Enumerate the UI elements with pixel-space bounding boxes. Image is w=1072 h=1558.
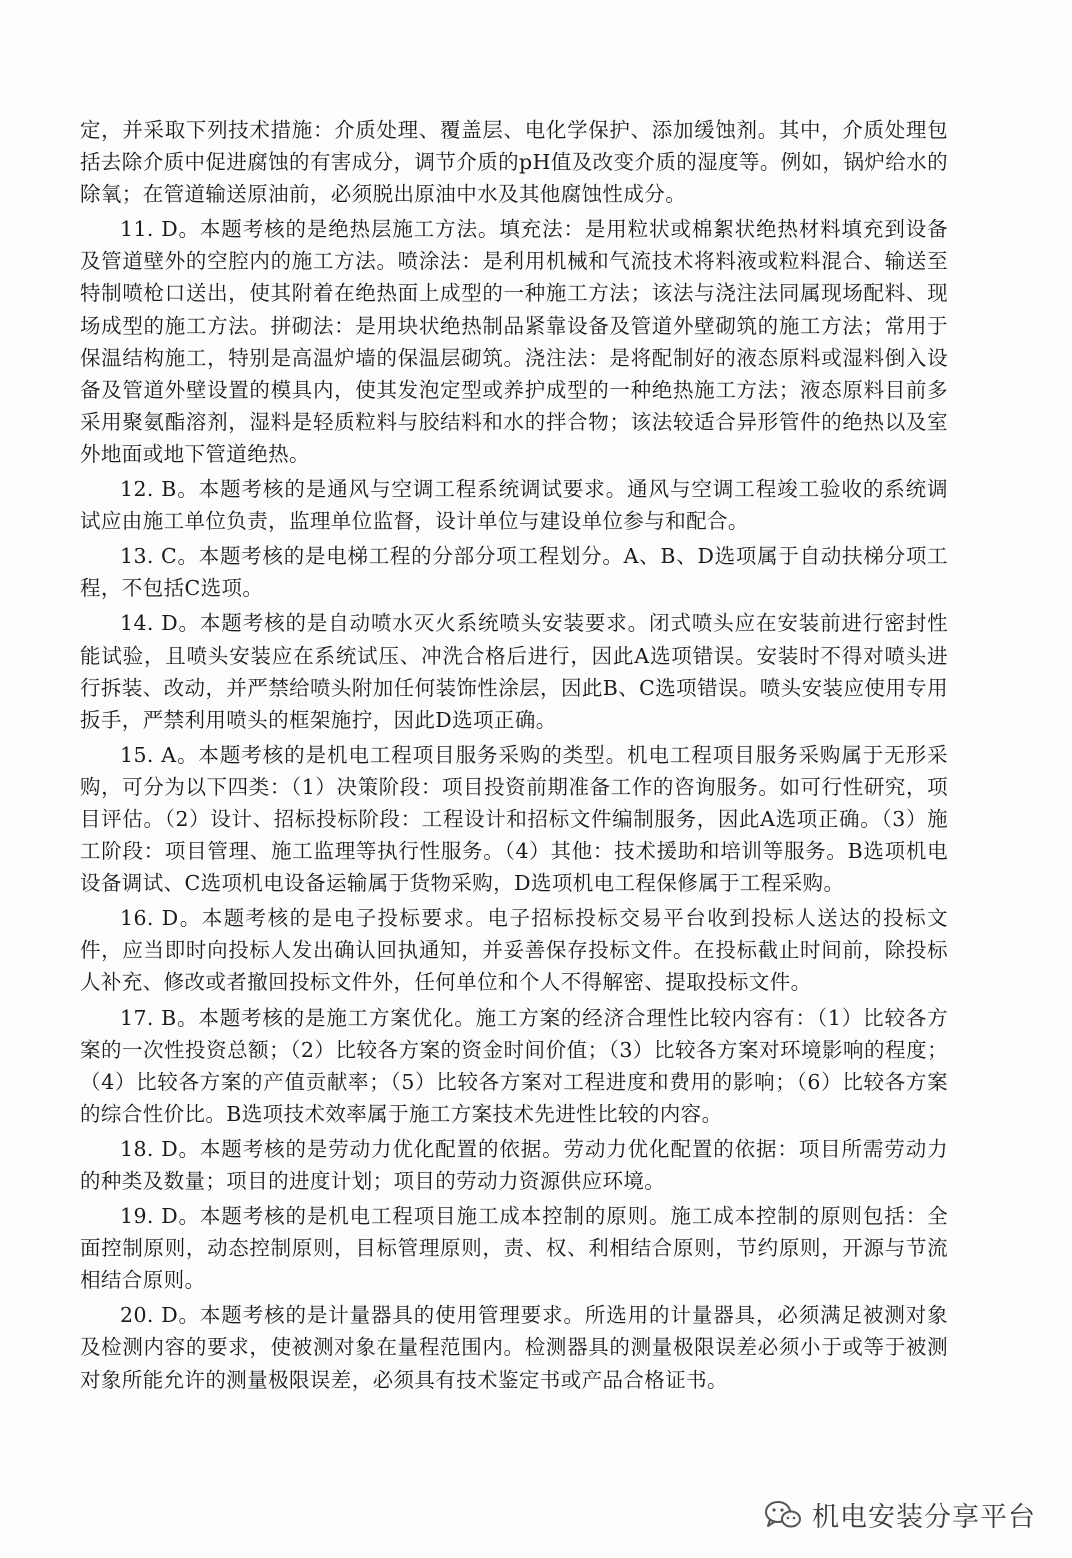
paragraph-answer-20: 20. D。本题考核的是计量器具的使用管理要求。所选用的计量器具，必须满足被测对象及检测内容的要求，使被测对象在量程范围内。检测器具的测量极限误差必须小于或等于被测对象所能允许的测量极限误差，必须具有技术鉴定书或产品合格证书。	[80, 1303, 948, 1392]
paragraph-answer-16: 16. D。本题考核的是电子投标要求。电子招标投标交易平台收到投标人送达的投标文件，应当即时向投标人发出确认回执通知，并妥善保存投标文件。在投标截止时间前，除投标人补充、修改或者撤回投标文件外，任何单位和个人不得解密、提取投标文件。	[80, 906, 948, 995]
paragraph-answer-19: 19. D。本题考核的是机电工程项目施工成本控制的原则。施工成本控制的原则包括：全面控制原则，动态控制原则，目标管理原则，责、权、利相结合原则，节约原则，开源与节流相结合原则。	[80, 1204, 948, 1293]
watermark	[764, 1495, 1036, 1534]
paragraph-answer-13: 13. C。本题考核的是电梯工程的分部分项工程划分。A、B、D选项属于自动扶梯分项工程，不包括C选项。	[80, 544, 948, 601]
paragraph-continuation: 定，并采取下列技术措施：介质处理、覆盖层、电化学保护、添加缓蚀剂。其中，介质处理包括去除介质中促进腐蚀的有害成分，调节介质的pH值及改变介质的湿度等。例如，锅炉给水的除氧；在管道输送原油前，必须脱出原油中水及其他腐蚀性成分。	[80, 118, 948, 207]
paragraph-answer-17: 17. B。本题考核的是施工方案优化。施工方案的经济合理性比较内容有：（1）比较各方案的一次性投资总额；（2）比较各方案的资金时间价值；（3）比较各方案对环境影响的程度；（4）比较各方案的产值贡献率；（5）比较各方案对工程进度和费用的影响；（6）比较各方案的综合性价比。B选项技术效率属于施工方案技术先进性比较的内容。	[80, 1005, 948, 1126]
wechat-icon	[764, 1500, 802, 1530]
paragraph-answer-12: 12. B。本题考核的是通风与空调工程系统调试要求。通风与空调工程竣工验收的系统调试应由施工单位负责，监理单位监督，设计单位与建设单位参与和配合。	[80, 477, 948, 534]
paragraph-answer-11: 11. D。本题考核的是绝热层施工方法。填充法：是用粒状或棉絮状绝热材料填充到设备及管道壁外的空腔内的施工方法。喷涂法：是利用机械和气流技术将料液或粒料混合、输送至特制喷枪口送出，使其附着在绝热面上成型的一种施工方法；该法与浇注法同属现场配料、现场成型的施工方法。拼砌法：是用块状绝热制品紧靠设备及管道外壁砌筑的施工方法；常用于保温结构施工，特别是高温炉墙的保温层砌筑。浇注法：是将配制好的液态原料或湿料倒入设备及管道外壁设置的模具内，使其发泡定型或养护成型的一种绝热施工方法；液态原料目前多采用聚氨酯溶剂，湿料是轻质粒料与胶结料和水的拌合物；该法较适合异形管件的绝热以及室外地面或地下管道绝热。	[80, 217, 948, 466]
watermark-text: 机电安装分享平台	[812, 1502, 1036, 1533]
paragraph-answer-15: 15. A。本题考核的是机电工程项目服务采购的类型。机电工程项目服务采购属于无形采购，可分为以下四类：（1）决策阶段：项目投资前期准备工作的咨询服务。如可行性研究，项目评估。（2）设计、招标投标阶段：工程设计和招标文件编制服务，因此A选项正确。（3）施工阶段：项目管理、施工监理等执行性服务。（4）其他：技术援助和培训等服务。B选项机电设备调试、C选项机电设备运输属于货物采购，D选项机电工程保修属于工程采购。	[80, 742, 948, 896]
paragraph-answer-14: 14. D。本题考核的是自动喷水灭火系统喷头安装要求。闭式喷头应在安装前进行密封性能试验，且喷头安装应在系统试压、冲洗合格后进行，因此A选项错误。安装时不得对喷头进行拆装、改动，并严禁给喷头附加任何装饰性涂层，因此B、C选项错误。喷头安装应使用专用扳手，严禁利用喷头的框架施拧，因此D选项正确。	[80, 611, 948, 732]
paragraph-answer-18: 18. D。本题考核的是劳动力优化配置的依据。劳动力优化配置的依据：项目所需劳动力的种类及数量；项目的进度计划；项目的劳动力资源供应环境。	[80, 1136, 948, 1193]
answer-explanations	[80, 114, 948, 1396]
